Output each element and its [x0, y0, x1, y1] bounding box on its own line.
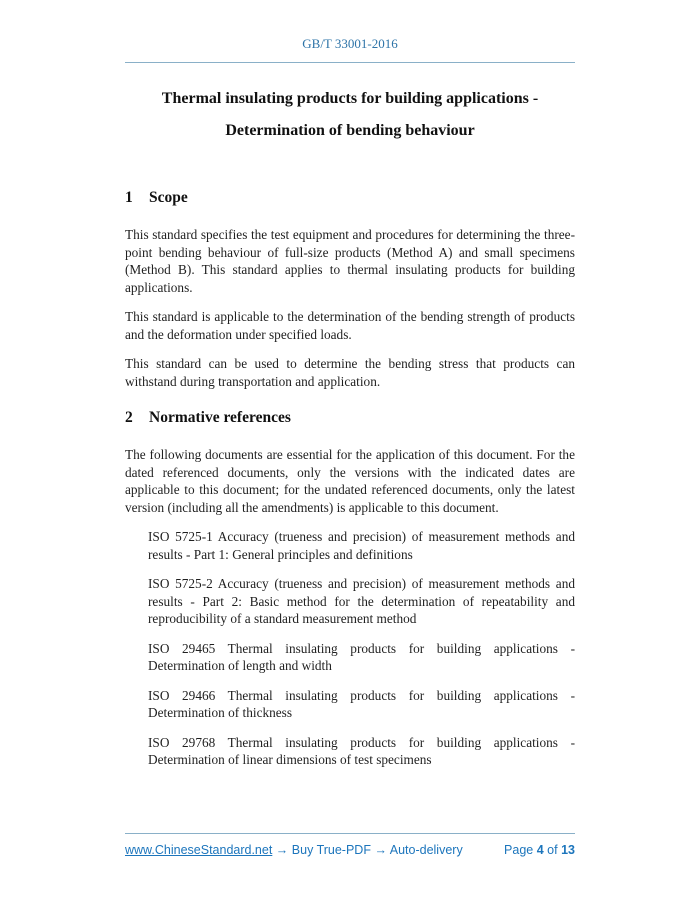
section-number: 2 — [125, 409, 133, 426]
title-line-2: Determination of bending behaviour — [225, 122, 475, 139]
document-body — [125, 188, 575, 769]
footer-item-buy-pdf: Buy True-PDF — [291, 843, 371, 857]
paragraph: This standard specifies the test equipment and procedures for determining the three-point bending behaviour of full-size products (Method A) and small specimens (Method B). This standard applies to thermal insulating products for building applications. — [125, 227, 575, 295]
page-current: 4 — [536, 843, 544, 857]
header-divider — [125, 62, 575, 63]
footer-item-auto-delivery: Auto-delivery — [389, 843, 463, 857]
section-number: 1 — [125, 189, 133, 206]
reference-item: ISO 29465 Thermal insulating products for building applications - Determination of length and width — [148, 640, 575, 673]
section-title: Scope — [149, 189, 188, 206]
footer-promo — [125, 843, 463, 857]
reference-item: ISO 5725-2 Accuracy (trueness and precision) of measurement methods and results - Part 2: Basic method for the determination of repeatability and reproducibility of a standard measurement method — [148, 576, 575, 626]
paragraph: This standard is applicable to the determination of the bending strength of products and the deformation under specified loads. — [125, 309, 575, 342]
section-heading-normative-references — [125, 408, 575, 428]
reference-item: ISO 5725-1 Accuracy (trueness and precision) of measurement methods and results - Part 1: General principles and definitions — [148, 529, 575, 562]
page-footer — [0, 833, 700, 857]
page-number-indicator — [504, 843, 575, 857]
arrow-icon: → — [275, 843, 289, 857]
document-number: GB/T 33001-2016 — [302, 36, 398, 51]
paragraph: This standard can be used to determine the bending stress that products can withstand during transportation and application. — [125, 356, 575, 389]
page-label: Page — [504, 843, 534, 857]
website-link[interactable]: www.ChineseStandard.net — [125, 843, 273, 857]
paragraph: The following documents are essential for the application of this document. For the dated referenced documents, only the versions with the indicated dates are applicable to this document; for the undated referenced documents, only the latest version (including all the amendments) is applicable to this document. — [125, 447, 575, 515]
reference-item: ISO 29466 Thermal insulating products for building applications - Determination of thickness — [148, 687, 575, 720]
section-title: Normative references — [149, 409, 291, 426]
arrow-icon: → — [374, 843, 387, 857]
section-heading-scope — [125, 188, 575, 208]
page-total: 13 — [561, 843, 575, 857]
reference-item: ISO 29768 Thermal insulating products for building applications - Determination of linear dimensions of test specimens — [148, 734, 575, 767]
of-label: of — [547, 843, 558, 857]
document-title — [125, 83, 575, 147]
title-line-1: Thermal insulating products for building applications - — [161, 90, 539, 107]
footer-divider — [125, 833, 575, 834]
